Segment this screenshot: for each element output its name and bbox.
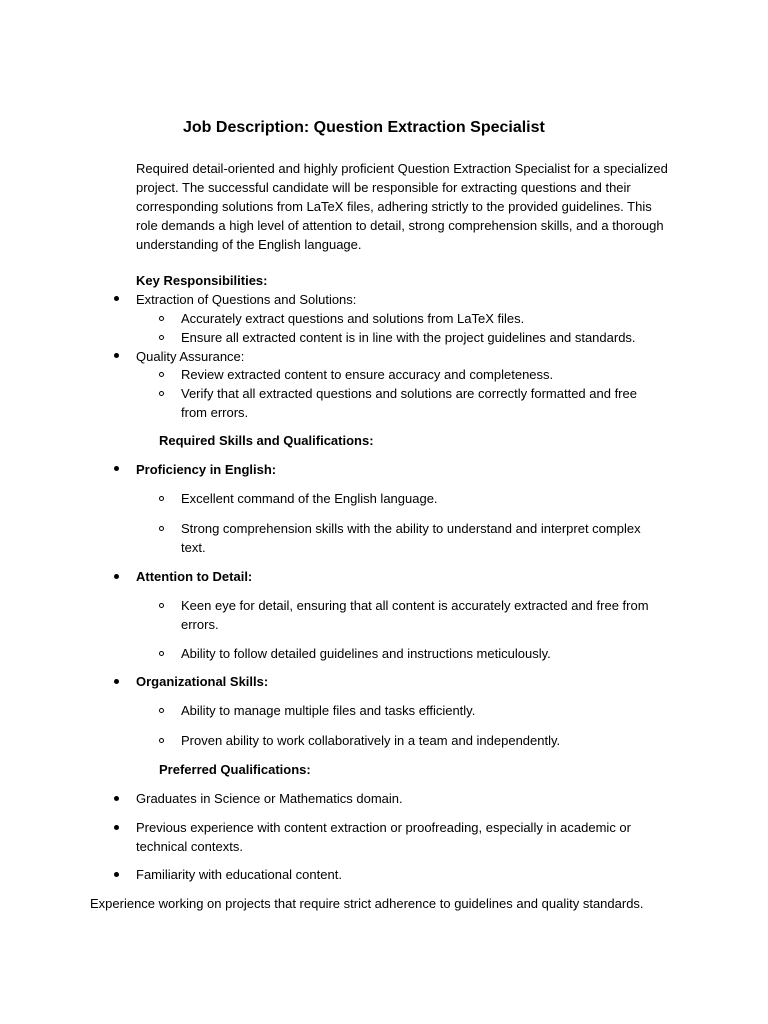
bullet-disc-icon bbox=[114, 796, 119, 801]
bullet-disc-icon bbox=[114, 679, 119, 684]
bullet-disc-icon bbox=[114, 825, 119, 830]
bullet-disc-icon bbox=[114, 466, 119, 471]
key-responsibilities-heading: Key Responsibilities: bbox=[136, 273, 268, 288]
intro-paragraph: Required detail-oriented and highly proficient Question Extraction Specialist for a specialized project. The successful candidate will be responsible for extracting questions and their corresponding solutions from LaTeX files, adhering strictly to the provided guidelines. This role demands a high level of attention to detail, strong comprehension skills, and a thorough understanding of the English language. bbox=[136, 161, 668, 252]
bullet-circle-icon bbox=[159, 708, 164, 713]
skill-label: Attention to Detail: bbox=[136, 569, 253, 584]
bullet-disc-icon bbox=[114, 872, 119, 877]
responsibility-label: Extraction of Questions and Solutions: bbox=[136, 292, 357, 307]
bullet-circle-icon bbox=[159, 603, 164, 608]
bullet-disc-icon bbox=[114, 574, 119, 579]
skill-subitem: Excellent command of the English language. bbox=[181, 491, 438, 506]
bullet-disc-icon bbox=[114, 296, 119, 301]
skill-subitem: Keen eye for detail, ensuring that all content is accurately extracted and free from errors. bbox=[181, 598, 649, 632]
bullet-disc-icon bbox=[114, 353, 119, 358]
skill-subitem: Ability to follow detailed guidelines and instructions meticulously. bbox=[181, 646, 551, 661]
bullet-circle-icon bbox=[159, 738, 164, 743]
bullet-circle-icon bbox=[159, 651, 164, 656]
closing-line: Experience working on projects that require strict adherence to guidelines and quality standards. bbox=[90, 896, 644, 911]
responsibility-subitem: Review extracted content to ensure accuracy and completeness. bbox=[181, 367, 554, 382]
bullet-circle-icon bbox=[159, 316, 164, 321]
required-skills-heading: Required Skills and Qualifications: bbox=[159, 433, 374, 448]
responsibility-subitem: Ensure all extracted content is in line with the project guidelines and standards. bbox=[181, 330, 636, 345]
skill-subitem: Ability to manage multiple files and tasks efficiently. bbox=[181, 703, 476, 718]
responsibility-subitem: Verify that all extracted questions and solutions are correctly formatted and free from errors. bbox=[181, 386, 637, 420]
preferred-qualifications-heading: Preferred Qualifications: bbox=[159, 762, 311, 777]
preferred-item: Familiarity with educational content. bbox=[136, 867, 342, 882]
skill-subitem: Strong comprehension skills with the ability to understand and interpret complex text. bbox=[181, 521, 641, 555]
bullet-circle-icon bbox=[159, 496, 164, 501]
bullet-circle-icon bbox=[159, 391, 164, 396]
responsibility-label: Quality Assurance: bbox=[136, 349, 245, 364]
bullet-circle-icon bbox=[159, 335, 164, 340]
responsibility-subitem: Accurately extract questions and solutions from LaTeX files. bbox=[181, 311, 525, 326]
skill-subitem: Proven ability to work collaboratively in a team and independently. bbox=[181, 733, 561, 748]
skill-label: Proficiency in English: bbox=[136, 462, 277, 477]
bullet-circle-icon bbox=[159, 372, 164, 377]
preferred-item: Graduates in Science or Mathematics domain. bbox=[136, 791, 403, 806]
bullet-circle-icon bbox=[159, 526, 164, 531]
preferred-item: Previous experience with content extraction or proofreading, especially in academic or technical contexts. bbox=[136, 820, 631, 854]
skill-label: Organizational Skills: bbox=[136, 674, 269, 689]
page-title: Job Description: Question Extraction Specialist bbox=[183, 119, 545, 136]
